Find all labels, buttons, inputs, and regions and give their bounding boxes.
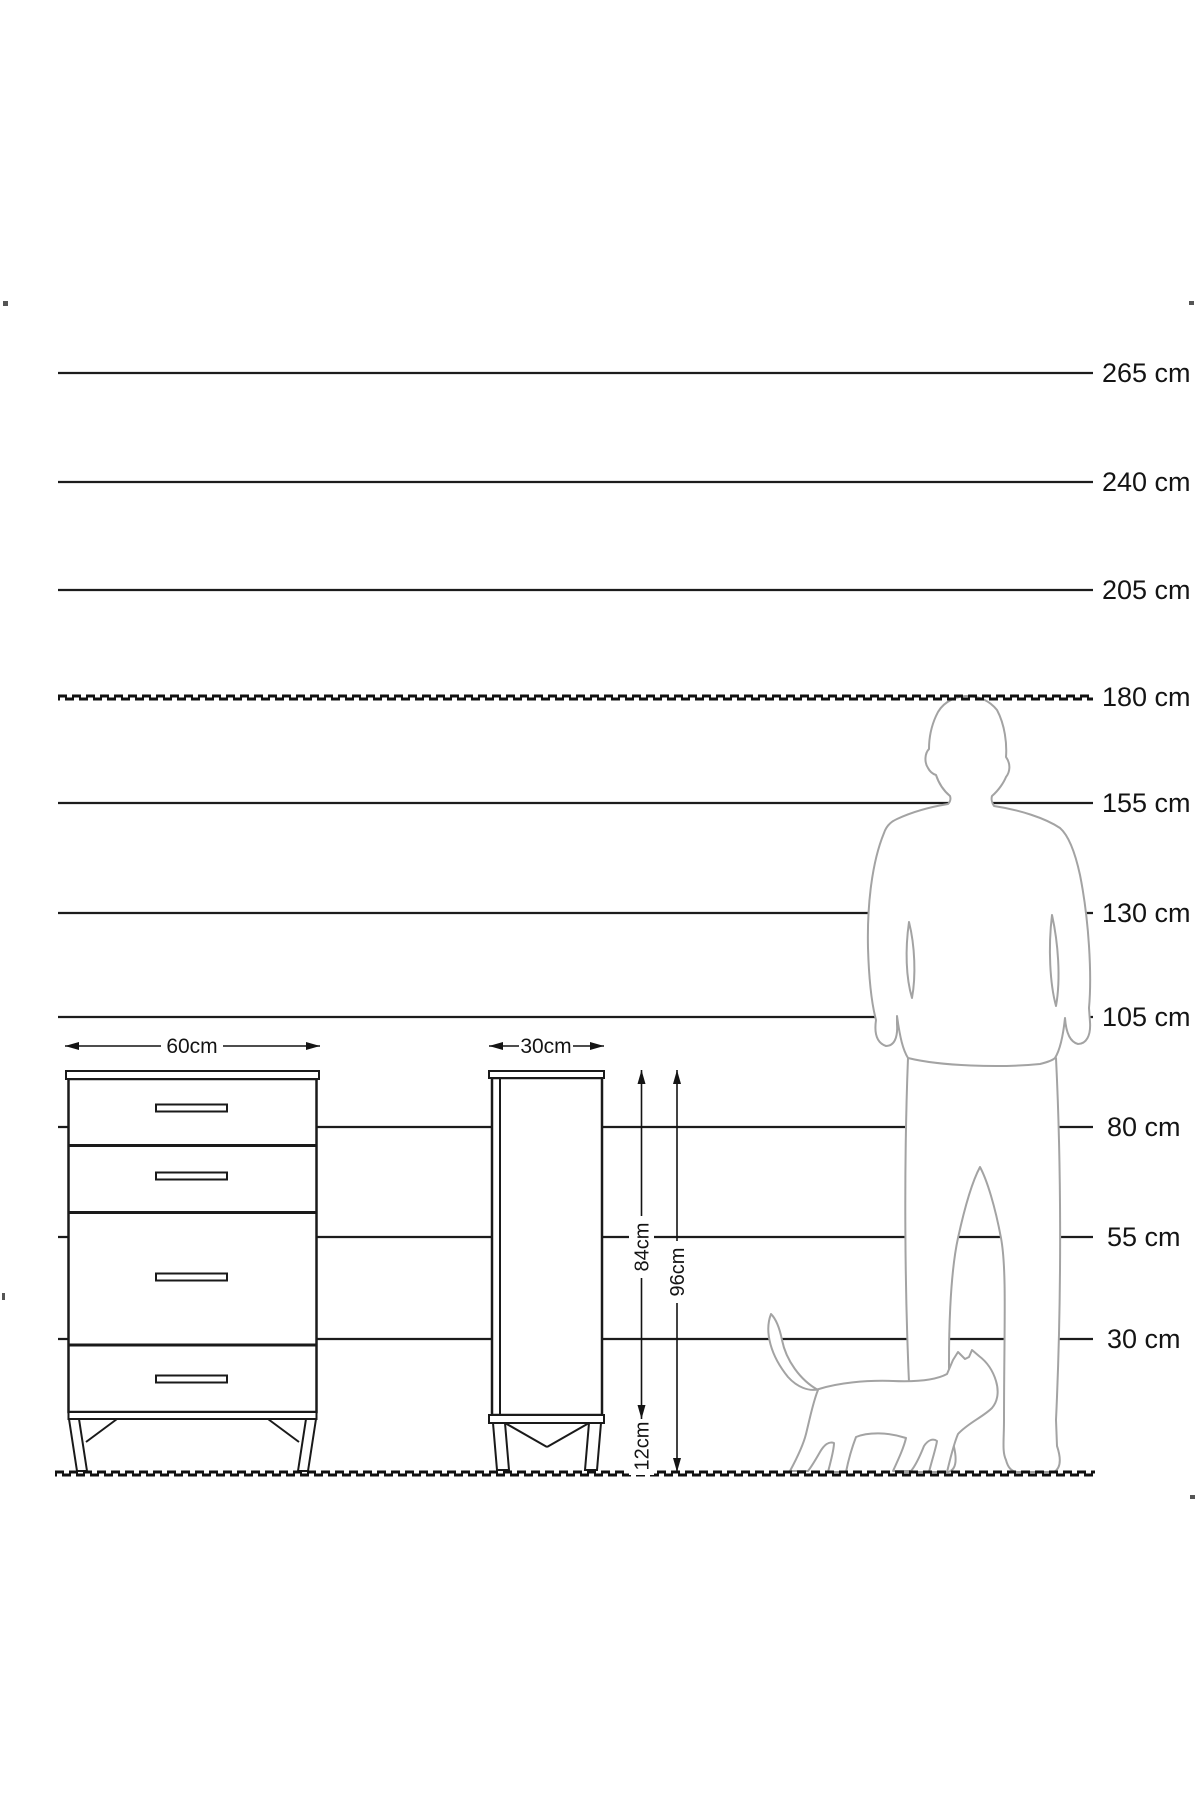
scale-label-130cm: 130 cm [1102, 898, 1191, 928]
scale-label-30cm: 30 cm [1107, 1324, 1181, 1354]
cat-silhouette [768, 1314, 997, 1472]
ground-line [55, 1472, 1095, 1475]
scale-label-80cm: 80 cm [1107, 1112, 1181, 1142]
scale-line-180cm [58, 696, 1093, 699]
dresser-side-top [489, 1071, 604, 1078]
dresser-front-leg-right [298, 1419, 316, 1471]
dimension-leg-height [629, 1419, 654, 1475]
dresser-side-leg-right [585, 1423, 601, 1470]
arrow-left-icon [65, 1042, 79, 1050]
arrow-right-icon [590, 1042, 604, 1050]
dresser-side-leg-brace-left [505, 1423, 547, 1447]
scale-label-155cm: 155 cm [1102, 788, 1191, 818]
side-width-label: 30cm [520, 1035, 572, 1058]
dresser-front-body [69, 1079, 317, 1412]
scale-label-55cm: 55 cm [1107, 1222, 1181, 1252]
dresser-side-leg-left [493, 1423, 509, 1470]
dresser-side-leg-brace-right [547, 1423, 589, 1447]
scale-label-105cm: 105 cm [1102, 1002, 1191, 1032]
arrow-down-icon [673, 1458, 681, 1472]
dimension-front-width [65, 1033, 320, 1058]
arrow-up-icon [673, 1070, 681, 1084]
dresser-front-leg-left-brace [86, 1419, 117, 1442]
dresser-front-base [69, 1412, 317, 1419]
dresser-side-body [492, 1078, 602, 1415]
cat-body [768, 1314, 997, 1472]
dresser-side-view [489, 1071, 604, 1470]
arrow-left-icon [489, 1042, 503, 1050]
drawer-handle-3 [156, 1274, 227, 1281]
dimension-total-height [664, 1070, 689, 1472]
scale-label-205cm: 205 cm [1102, 575, 1191, 605]
dimension-body-height [629, 1070, 654, 1419]
man-torso-head [868, 696, 1090, 1066]
body-height-label: 84cm [631, 1222, 654, 1272]
total-height-label: 96cm [667, 1247, 689, 1297]
dimension-side-width [489, 1034, 604, 1058]
leg-height-label: 12cm [631, 1421, 654, 1471]
scale-label-180cm: 180 cm [1102, 682, 1191, 712]
front-width-label: 60cm [166, 1035, 218, 1058]
height-scale-labels [1102, 358, 1191, 1354]
scale-label-240cm: 240 cm [1102, 467, 1191, 497]
arrow-right-icon [306, 1042, 320, 1050]
dresser-side-base [489, 1415, 604, 1423]
arrow-up-icon [638, 1070, 646, 1084]
arrow-down-icon [638, 1405, 646, 1419]
drawer-handle-4 [156, 1376, 227, 1383]
drawer-handle-1 [156, 1105, 227, 1112]
dresser-front-view [66, 1071, 319, 1471]
drawer-handle-2 [156, 1173, 227, 1180]
dresser-front-top [66, 1071, 319, 1079]
dresser-front-leg-right-brace [268, 1419, 299, 1442]
scale-label-265cm: 265 cm [1102, 358, 1191, 388]
dresser-front-leg-left [69, 1419, 87, 1471]
